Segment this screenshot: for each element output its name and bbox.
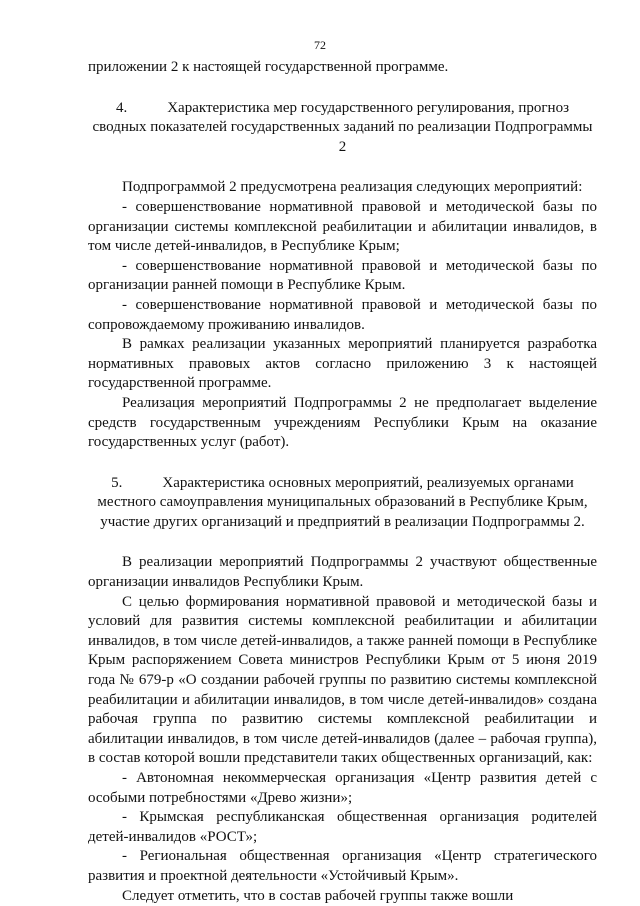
- paragraph-continuation: приложении 2 к настоящей государственной программе.: [88, 59, 449, 75]
- paragraph: Следует отметить, что в состав рабочей группы также вошли: [122, 887, 514, 904]
- list-item: - Крымская республиканская общественная организация родителей детей-инвалидов «РОСТ»;: [88, 809, 597, 845]
- section-4-heading: [88, 99, 597, 158]
- list-item: - совершенствование нормативной правовой и методической базы по организации ранней помощи в Республике Крым.: [88, 257, 597, 294]
- section-5-title-line3: участие других организаций и предприятий в реализации Подпрограммы 2.: [100, 513, 585, 530]
- section-4-number: 4.: [115, 99, 128, 116]
- section-4-title-line1: Характеристика мер государственного регулирования, прогноз: [167, 99, 570, 116]
- paragraph: Подпрограммой 2 предусмотрена реализация следующих мероприятий:: [122, 179, 583, 196]
- section-5-heading: [88, 474, 597, 533]
- list-item: - Региональная общественная организация «Центр стратегического развития и проектной деятельности «Устойчивый Крым».: [88, 848, 597, 884]
- section-4-title-line2: сводных показателей государственных заданий по реализации Подпрограммы 2: [92, 119, 593, 155]
- list-item: - совершенствование нормативной правовой и методической базы по сопровождаемому проживанию инвалидов.: [88, 296, 597, 333]
- list-item: - совершенствование нормативной правовой и методической базы по организации системы комплексной реабилитации и абилитации инвалидов, в том числе детей-инвалидов, в Республике Крым;: [88, 198, 597, 255]
- section-5-number: 5.: [111, 474, 123, 491]
- paragraph: С целью формирования нормативной правовой и методической базы и условий для развития системы комплексной реабилитации и абилитации инвалидов, в том числе детей-инвалидов, а также ранней помощи в Республике Крым распоряжением Совета министров Республики Крым от 5 июня 2019 года № 679-р «О создании рабочей группы по развитию системы комплексной реабилитации и абилитации инвалидов, в том числе детей-инвалидов» создана рабочая группа по развитию системы комплексной реабилитации и абилитации инвалидов, в том числе детей-инвалидов (далее – рабочая группа), в состав которой вошли представители таких общественных организаций, как:: [88, 593, 597, 767]
- list-item: - Автономная некоммерческая организация «Центр развития детей с особыми потребностями «Древо жизни»;: [88, 770, 597, 806]
- section-5-title-line1: Характеристика основных мероприятий, реализуемых органами: [162, 474, 574, 491]
- paragraph: В рамках реализации указанных мероприятий планируется разработка нормативных правовых актов согласно приложению 3 к настоящей государственной программе.: [88, 336, 597, 392]
- document-body: [88, 58, 597, 906]
- paragraph: В реализации мероприятий Подпрограммы 2 участвуют общественные организации инвалидов Республики Крым.: [88, 554, 597, 591]
- page-number: 72: [314, 38, 326, 52]
- paragraph: Реализация мероприятий Подпрограммы 2 не предполагает выделение средств государственным учреждениям Республики Крым на оказание государственных услуг (работ).: [88, 394, 597, 451]
- section-5-title-line2: местного самоуправления муниципальных образований в Республике Крым,: [97, 494, 588, 511]
